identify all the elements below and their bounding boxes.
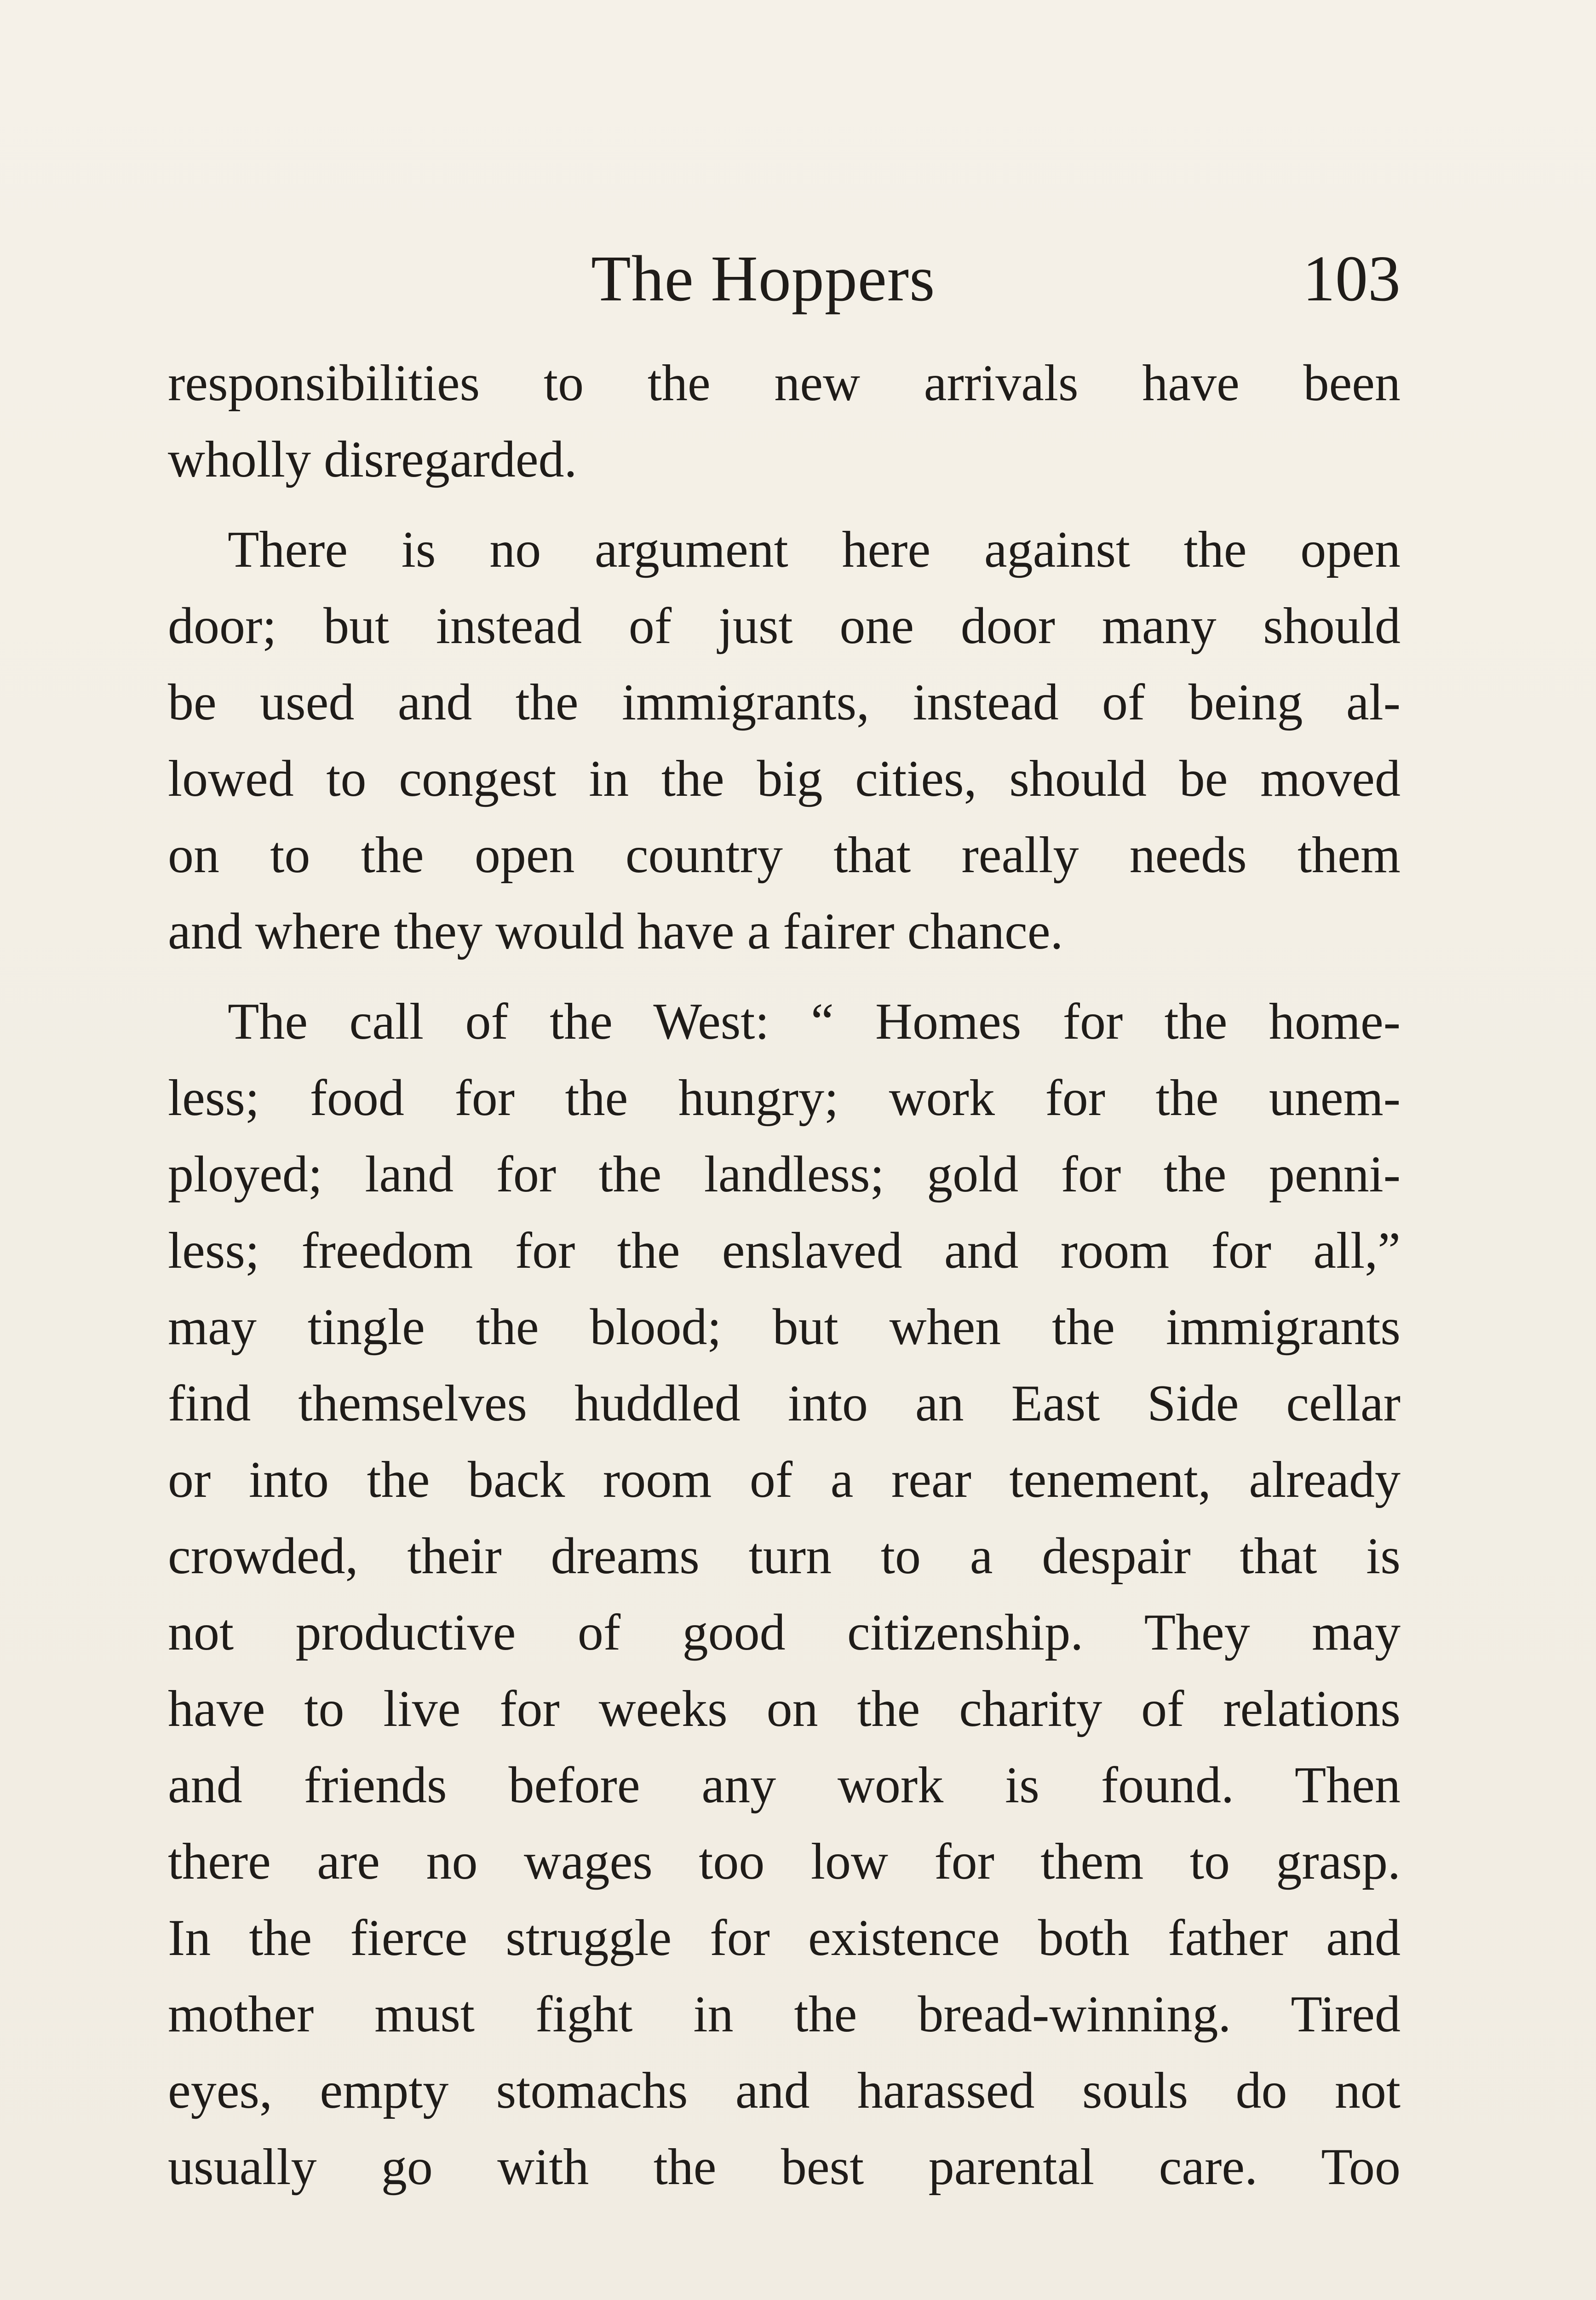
body-text — [168, 345, 1401, 2219]
paragraph-2 — [168, 512, 1401, 970]
text-line: There is no argument here against the open — [228, 521, 1401, 578]
page-number: 103 — [1303, 242, 1401, 315]
text-line: wholly disregarded. — [168, 431, 577, 488]
text-line: find themselves huddled into an East Side cellar — [168, 1375, 1401, 1432]
text-line: crowded, their dreams turn to a despair that is — [168, 1528, 1401, 1585]
text-line: eyes, empty stomachs and harassed souls do not — [168, 2062, 1401, 2119]
text-line: or into the back room of a rear tenement, already — [168, 1451, 1401, 1508]
text-line: may tingle the blood; but when the immigrants — [168, 1299, 1401, 1356]
text-line: lowed to congest in the big cities, should be moved — [168, 750, 1401, 807]
text-line: there are no wages too low for them to grasp. — [168, 1833, 1401, 1890]
text-line: have to live for weeks on the charity of relations — [168, 1680, 1401, 1737]
text-line: mother must fight in the bread-winning. Tired — [168, 1986, 1401, 2043]
text-line: be used and the immigrants, instead of being al- — [168, 674, 1401, 731]
text-line: not productive of good citizenship. They may — [168, 1604, 1401, 1661]
text-line: and where they would have a fairer chance. — [168, 903, 1063, 960]
text-line: on to the open country that really needs them — [168, 827, 1401, 884]
text-line: ployed; land for the landless; gold for the penni- — [168, 1146, 1401, 1203]
paragraph-1 — [168, 345, 1401, 498]
text-line: door; but instead of just one door many should — [168, 598, 1401, 655]
text-line: less; food for the hungry; work for the unem- — [168, 1070, 1401, 1127]
text-line: and friends before any work is found. Then — [168, 1757, 1401, 1814]
paragraph-3 — [168, 983, 1401, 2205]
text-line: In the fierce struggle for existence both father and — [168, 1909, 1401, 1966]
running-title: The Hoppers — [591, 242, 936, 315]
text-line: usually go with the best parental care. Too — [168, 2139, 1401, 2196]
text-line: responsibilities to the new arrivals have been — [168, 355, 1401, 412]
page-header — [168, 235, 1401, 322]
text-line: less; freedom for the enslaved and room for all,” — [168, 1222, 1401, 1279]
text-line: The call of the West: “ Homes for the home- — [228, 993, 1401, 1050]
